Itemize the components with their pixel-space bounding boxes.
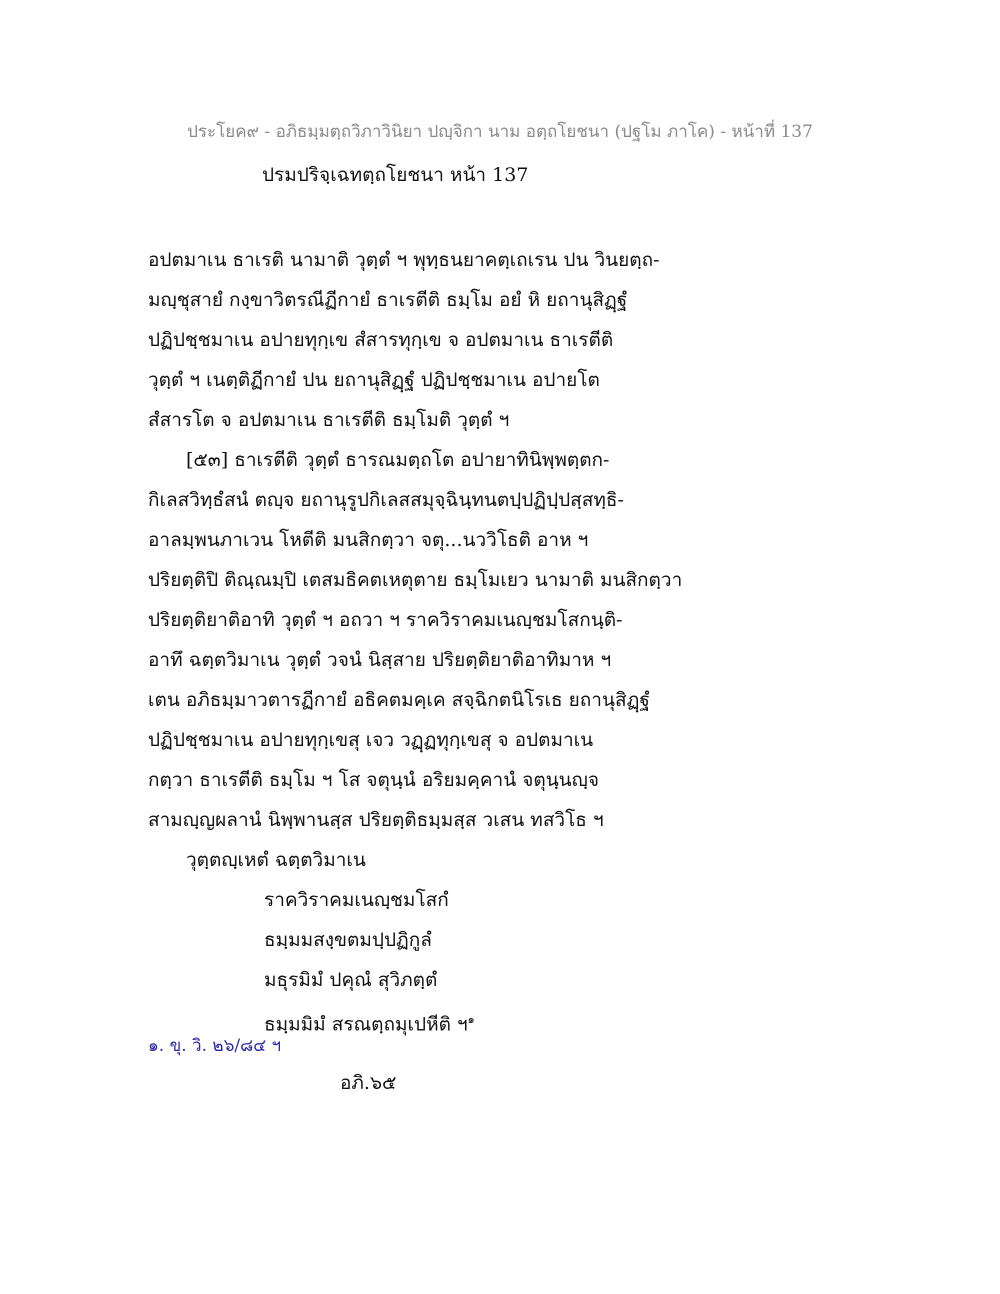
verse-line: ธมฺมมสงฺขตมปฺปฏิกูลํ [264, 929, 432, 951]
body-line: วุตฺตํ ฯ เนตฺติฏีกายํ ปน ยถานุสิฏฺฐํ ปฏิปชฺชมาเน อปายโต [148, 369, 600, 391]
body-line: กตฺวา ธาเรตีติ ธมฺโม ฯ โส จตุนฺนํ อริยมคฺคานํ จตุนฺนญฺจ [148, 769, 599, 791]
body-line: ปฏิปชฺชมาเน อปายทุกฺเขสุ เจว วฏฺฏทุกฺเขสุ จ อปตมาเน [148, 729, 594, 751]
body-line: สํสารโต จ อปตมาเน ธาเรตีติ ธมฺโมติ วุตฺตํ ฯ [148, 409, 510, 431]
section-title: ปรมปริจฺเฉทตฺถโยชนา หน้า 137 [262, 164, 529, 186]
body-line: อาลมฺพนภาเวน โหตีติ มนสิกตฺวา จตุ...นววิโธติ อาห ฯ [148, 529, 589, 551]
verse-line: มธุรมิมํ ปคุณํ สุวิภตฺตํ [264, 969, 438, 991]
footnote: ๑. ขุ. วิ. ๒๖/๘๔ ฯ [148, 1036, 282, 1056]
body-line: กิเลสวิทฺธํสนํ ตญฺจ ยถานุรูปกิเลสสมุจฺฉินฺทนตปฺปฏิปฺปสฺสทฺธิ- [148, 489, 624, 511]
body-line: ปริยตฺติยาติอาทิ วุตฺตํ ฯ อถวา ฯ ราควิราคมเนญฺชมโสกนฺติ- [148, 609, 623, 631]
verse-line: ราควิราคมเนญฺชมโสกํ [264, 889, 449, 911]
body-line: สามญฺญผลานํ นิพฺพานสฺส ปริยตฺติธมฺมสฺส วเสน ทสวิโธ ฯ [148, 809, 604, 831]
verse-text: ธมฺมมิมํ สรณตฺถมุเปหีติ ฯ [264, 1013, 468, 1036]
body-line: ปริยตฺติปิ ติณฺณมฺปิ เตสมธิคตเหตุตาย ธมฺโมเยว นามาติ มนสิกตฺวา [148, 569, 683, 591]
body-line: ปฏิปชฺชมาเน อปายทุกฺเข สํสารทุกฺเข จ อปตมาเน ธาเรตีติ [148, 329, 614, 351]
body-text [148, 240, 868, 1040]
body-line: อาทึ ฉตฺตวิมาเน วุตฺตํ วจนํ นิสฺสาย ปริยตฺติยาติอาทิมาห ฯ [148, 649, 612, 671]
running-header: ประโยค๙ - อภิธมฺมตฺถวิภาวินิยา ปญฺจิกา นาม อตฺถโยชนา (ปฐโม ภาโค) - หน้าที่ 137 [187, 122, 813, 142]
paragraph-start-line: [๕๓] ธาเรตีติ วุตฺตํ ธารณมตฺถโต อปายาทินิพฺพตฺตก- [186, 449, 610, 471]
quote-intro-line: วุตฺตญฺเหตํ ฉตฺตวิมาเน [186, 849, 366, 871]
body-line: มญฺชุสายํ กงฺขาวิตรณีฏีกายํ ธาเรตีติ ธมฺโม อยํ หิ ยถานุสิฏฺฐํ [148, 289, 628, 311]
body-line: เตน อภิธมฺมาวตารฏีกายํ อธิคตมคฺเค สจฺฉิกตนิโรเธ ยถานุสิฏฺฐํ [148, 689, 650, 711]
body-line: อปตมาเน ธาเรติ นามาติ วุตฺตํ ฯ พุทฺธนยาคตฺเถเรน ปน วินยตฺถ- [148, 249, 660, 271]
footnote-marker: ๑ [467, 1013, 475, 1026]
page-code: อภิ.๖๕ [340, 1072, 397, 1094]
